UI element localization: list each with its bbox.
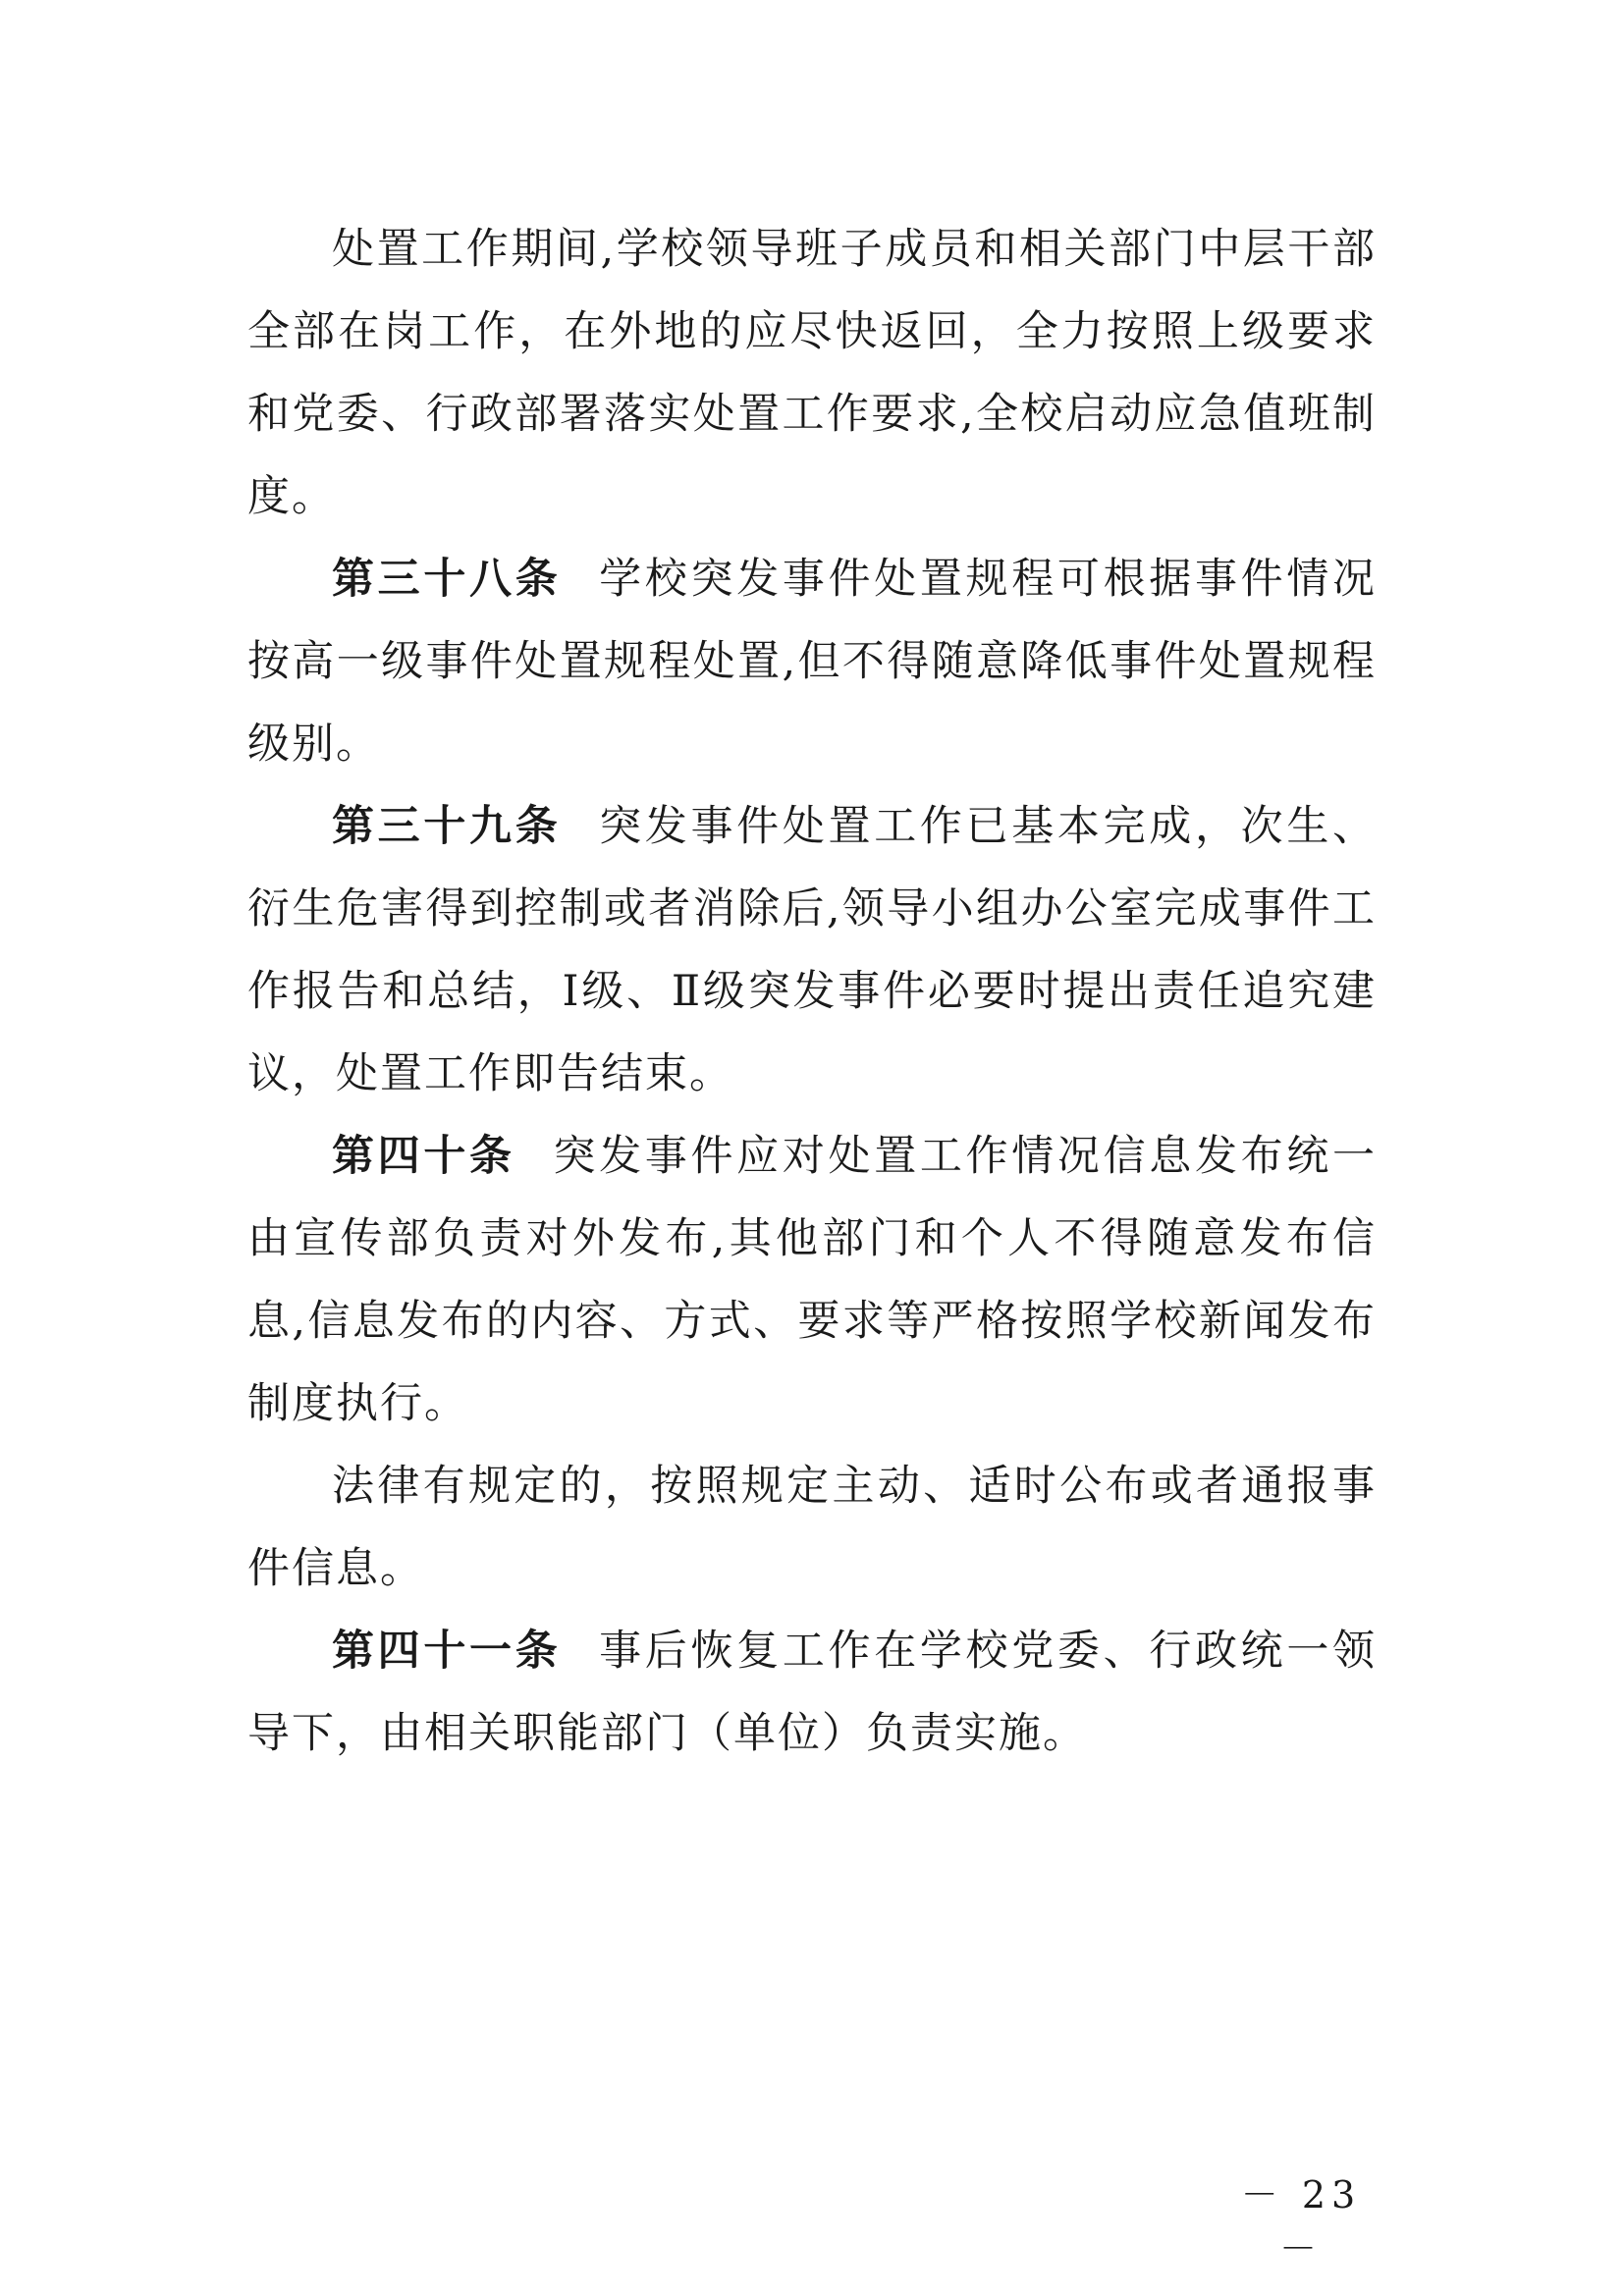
paragraph-text: 处置工作期间,学校领导班子成员和相关部门中层干部全部在岗工作，在外地的应尽快返回，全力按照上级要求和党委、行政部署落实处置工作要求,全校启动应急值班制度。 (247, 225, 1377, 521)
paragraph-intro (247, 208, 1377, 538)
article-39 (247, 785, 1377, 1115)
article-text: 突发事件应对处置工作情况信息发布统一由宣传部负责对外发布,其他部门和个人不得随意发布信息,信息发布的内容、方式、要求等严格按照学校新闻发布制度执行。 (247, 1132, 1378, 1428)
article-number: 第三十九条 (332, 802, 562, 851)
paragraph-text: 法律有规定的，按照规定主动、适时公布或者通报事件信息。 (247, 1462, 1377, 1593)
page-number: － 23 － (1240, 2173, 1362, 2270)
article-text: 学校突发事件处置规程可根据事件情况按高一级事件处置规程处置,但不得随意降低事件处置规程级别。 (247, 555, 1378, 769)
article-38 (247, 538, 1377, 785)
paragraph-law (247, 1445, 1377, 1610)
article-41 (247, 1610, 1377, 1775)
article-number: 第四十一条 (332, 1627, 562, 1676)
article-text: 事后恢复工作在学校党委、行政统一领导下，由相关职能部门（单位）负责实施。 (247, 1627, 1378, 1758)
article-number: 第四十条 (332, 1132, 515, 1181)
article-text: 突发事件处置工作已基本完成，次生、衍生危害得到控制或者消除后,领导小组办公室完成事件工作报告和总结，Ⅰ级、Ⅱ级突发事件必要时提出责任追究建议，处置工作即告结束。 (247, 802, 1378, 1098)
article-40 (247, 1115, 1377, 1445)
article-number: 第三十八条 (332, 555, 562, 604)
document-body (247, 208, 1377, 1775)
